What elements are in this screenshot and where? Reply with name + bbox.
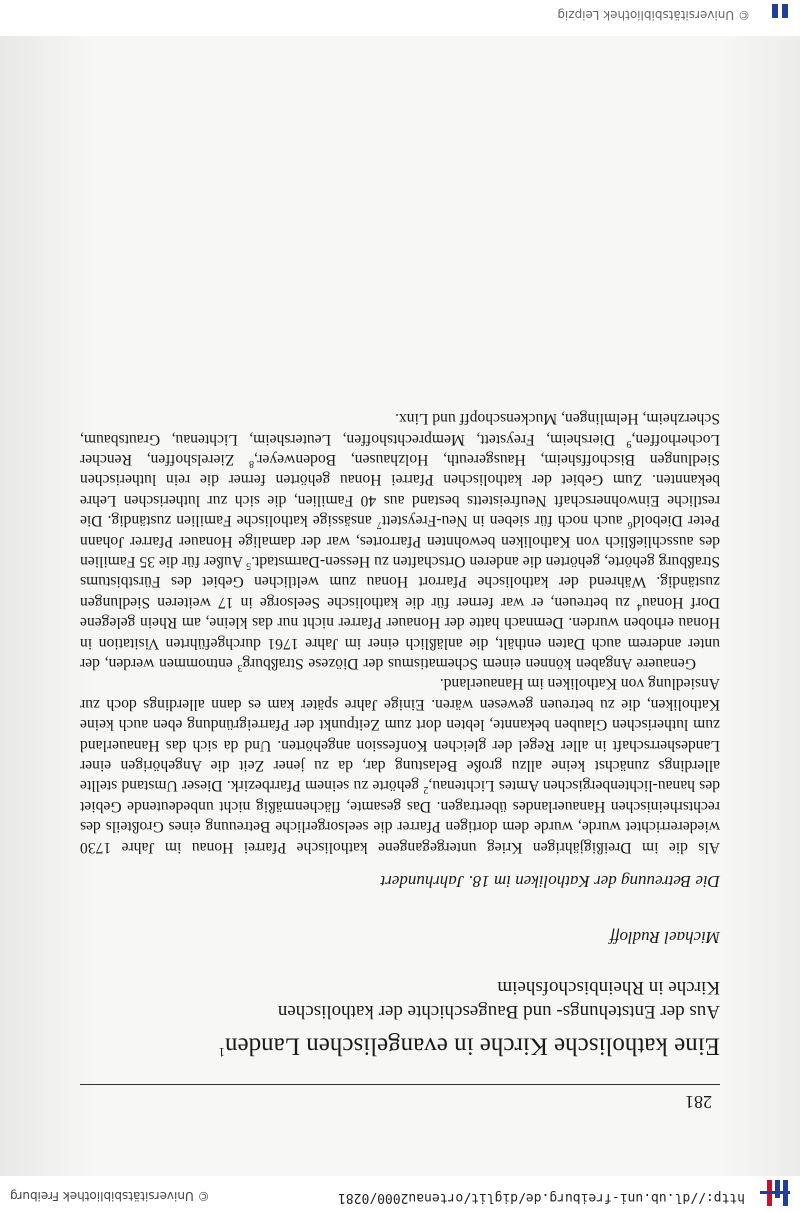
library-logo-icon (752, 1178, 792, 1208)
p2-text-f: ansässige katholische Familien zuständig. Die restliche Einwohnerschaft Neufreistetts bestand aus 40 Familien, die sich zur lutherischen Lehre bekannten. Zum Gebiet der katholischen Pfarrei Honau gehörten ferner die rein lutherischen Siedlungen Bischoffsheim, Hausgereuth, Holzhausen, Bodenweyer, (80, 450, 720, 530)
footnote-ref: 9 (626, 437, 632, 449)
paragraph-1 (80, 673, 720, 857)
page-content (80, 408, 720, 1112)
copyright-notice: © Universitätsbibliothek Freiburg (10, 1189, 210, 1203)
p2-text-d: Außer für die 35 Familien des ausschließlich von Katholiken bewohnten Pfarrortes, war der damalige Honauer Pfarrer Johann Peter Diebold (80, 512, 720, 570)
header-rule (80, 1084, 720, 1085)
footnote-ref: 7 (376, 519, 382, 531)
title-footnote: 1 (218, 1045, 226, 1060)
p2-text-a: Genauere Angaben können einem Schematismus der Diözese Straßburg (242, 655, 696, 673)
section-heading: Die Betreuung der Katholiken im 18. Jahrhundert (380, 871, 720, 891)
p2-text-h: Diersheim, Freystett, Memprechtshoffen, Leutersheim, Lichtenau, Grautsbaum, Scherzheim, Helmlingen, Muckenschopff und Linx. (80, 410, 720, 448)
p2-text-g: Zierelshoffen, Rencher Locherhoffen, (80, 430, 720, 468)
page-number: 281 (685, 1092, 712, 1112)
subtitle-line-2: Kirche in Rheinbischofsheim (497, 976, 720, 998)
p2-text-b: entnommen werden, der unter anderem auch Daten enthält, die anläßlich einer im Jahre 1761 durchgeführten Visitation in Honau erhoben wurden. Demnach hatte der Honauer Pfarrer nicht nur das kleine, am Rhein gelegene Dorf Honau (80, 593, 720, 673)
footnote-ref: 3 (237, 662, 243, 674)
author: Michael Rudloff (609, 927, 720, 947)
footnote-ref: 6 (627, 519, 633, 531)
footnote-ref: 5 (246, 560, 252, 572)
p2-text-c: zu betreuen, er war ferner für die katholische Seelsorge in 17 weiteren Siedlungen zuständig. Während der katholische Pfarrort Honau zum weltlichen Gebiet des Fürstbistums Straßburg gehörte, gehörten die anderen Ortschaften zu Hessen-Darmstadt. (80, 552, 720, 611)
subtitle-line-1: Aus der Entstehungs- und Baugeschichte der katholischen (277, 1000, 720, 1022)
leipzig-copyright: © Universitätsbibliothek Leipzig (557, 8, 750, 22)
p2-text-e: auch noch für sieben in Neu-Freystett (381, 512, 628, 530)
article-title-text: Eine katholische Kirche in evangelischen Landen (225, 1032, 720, 1060)
p1-text-a: Als die im Dreißigjährigen Krieg untergegangene katholische Pfarrei Honau im Jahre 1730 wiedererrichtet wurde, wurde dem dortigen Pfarrer die seelsorgerliche Betreuung eines Großteils des rechtsrheinischen Hanauerlandes übertragen. Das gesamte, flächenmäßig nicht unbedeutende Gebiet des hanau-lichtenbergischen Amtes Lichtenau, (80, 777, 720, 856)
source-url[interactable]: http://dl.ub.uni-freiburg.de/diglit/ortenau2000/0281 (338, 1190, 745, 1205)
p1-text-b: gehörte zu seinem Pfarrbezirk. Dieser Umstand stellte allerdings zunächst keine allzu große Belastung dar, da zu jener Zeit die Angehörigen einer Landesherrschaft in aller Regel der gleichen Konfession angehörten. Und da sich das Hanauerland zum lutherischen Glauben bekannte, lebten dort zum Zeitpunkt der Pfarreigründung eben auch keine Katholiken, die zu betreuen gewesen wären. Einige Jahre später kam es dann allerdings doch zur Ansiedlung von Katholiken im Hanauerland. (80, 675, 720, 795)
bottom-bar (0, 0, 800, 36)
article-subtitle (80, 975, 720, 1023)
footnote-ref: 8 (249, 458, 255, 470)
footnote-ref: 2 (423, 784, 429, 796)
top-bar (0, 1176, 800, 1212)
leipzig-logo-icon (760, 0, 790, 22)
footnote-ref: 4 (636, 600, 642, 612)
article-title (80, 1031, 720, 1068)
paragraph-2 (80, 408, 720, 673)
